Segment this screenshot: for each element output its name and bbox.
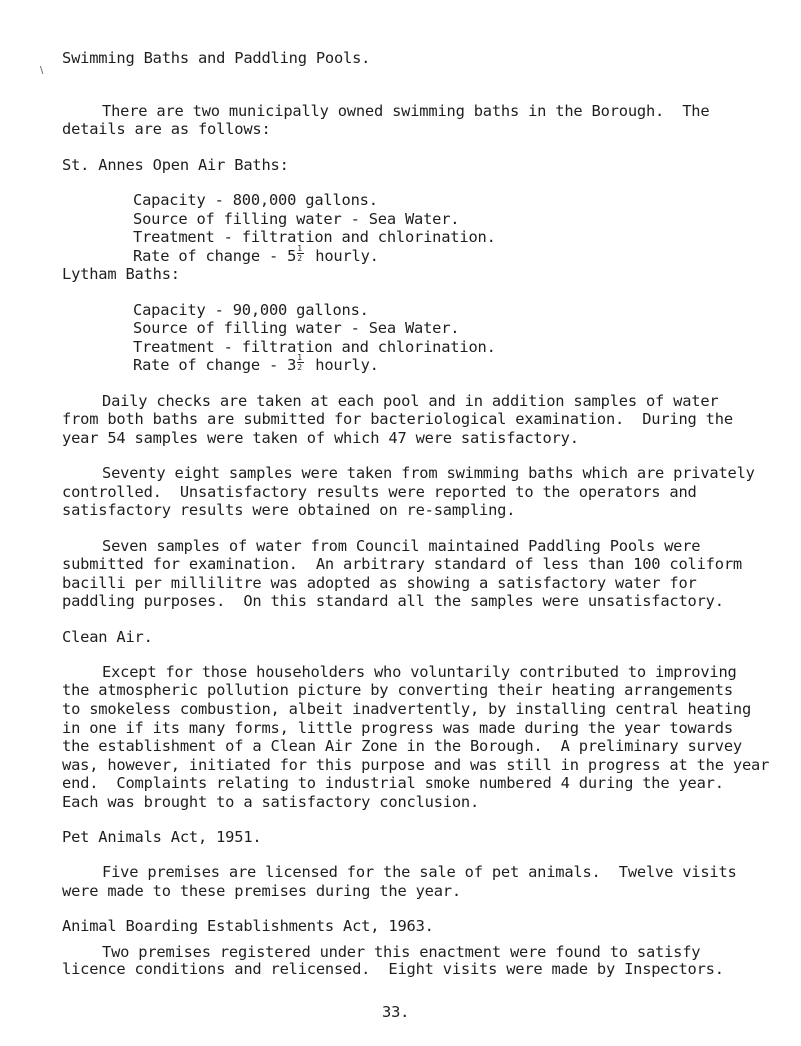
animal-boarding-line-1: Two premises registered under this enactment were found to satisfy [102, 943, 701, 962]
clean-air-line-6: was, however, initiated for this purpose and was still in progress at the year [62, 755, 770, 774]
st-annes-capacity: Capacity - 800,000 gallons. [133, 191, 378, 210]
section-heading-clean-air: Clean Air. [62, 627, 153, 646]
lytham-rate: Rate of change - 3 $\frac{1}{2}$ hourly. [133, 353, 379, 375]
clean-air-line-8: Each was brought to a satisfactory conclusion. [62, 792, 480, 811]
lytham-heading: Lytham Baths: [62, 265, 180, 284]
paddling-pools-line-2: submitted for examination. An arbitrary standard of less than 100 coliform [62, 555, 742, 574]
fraction-half: $\frac{1}{2}$ [297, 248, 306, 262]
clean-air-line-4: in one if its many forms, little progress was made during the year towards [62, 718, 733, 737]
animal-boarding-line-2: licence conditions and relicensed. Eight visits were made by Inspectors. [62, 960, 724, 978]
private-baths-line-1: Seventy eight samples were taken from swimming baths which are privately [102, 464, 755, 483]
swimming-intro-line-1: There are two municipally owned swimming baths in the Borough. The [102, 101, 710, 120]
pet-animals-line-2: were made to these premises during the year. [62, 882, 461, 900]
section-heading-swimming: Swimming Baths and Paddling Pools. [62, 49, 371, 67]
lytham-capacity: Capacity - 90,000 gallons. [133, 300, 369, 319]
lytham-source: Source of filling water - Sea Water. [133, 319, 460, 338]
paddling-pools-line-4: paddling purposes. On this standard all the samples were unsatisfactory. [62, 592, 724, 611]
st-annes-heading: St. Annes Open Air Baths: [62, 155, 289, 174]
clean-air-line-5: the establishment of a Clean Air Zone in the Borough. A preliminary survey [62, 737, 742, 756]
st-annes-source: Source of filling water - Sea Water. [133, 209, 460, 228]
clean-air-line-3: to smokeless combustion, albeit inadvertently, by installing central heating [62, 700, 752, 718]
paddling-pools-line-1: Seven samples of water from Council maintained Paddling Pools were [102, 536, 701, 555]
pet-animals-line-1: Five premises are licensed for the sale of pet animals. Twelve visits [102, 863, 737, 882]
daily-checks-line-1: Daily checks are taken at each pool and in addition samples of water [102, 391, 719, 410]
section-heading-animal-boarding: Animal Boarding Establishments Act, 1963. [62, 917, 434, 936]
section-heading-pet-animals: Pet Animals Act, 1951. [62, 828, 262, 847]
daily-checks-line-2: from both baths are submitted for bacteriological examination. During the [62, 410, 733, 429]
lytham-treatment: Treatment - filtration and chlorination. [133, 337, 496, 356]
st-annes-treatment: Treatment - filtration and chlorination. [133, 228, 496, 247]
st-annes-rate: Rate of change - 5 $\frac{1}{2}$ hourly. [133, 243, 379, 265]
fraction-half: $\frac{1}{2}$ [297, 357, 306, 371]
margin-mark: ∖ [38, 66, 45, 77]
private-baths-line-3: satisfactory results were obtained on re-sampling. [62, 501, 516, 520]
paddling-pools-line-3: bacilli per millilitre was adopted as showing a satisfactory water for [62, 573, 697, 592]
clean-air-line-7: end. Complaints relating to industrial smoke numbered 4 during the year. [62, 774, 724, 793]
private-baths-line-2: controlled. Unsatisfactory results were reported to the operators and [62, 482, 697, 501]
clean-air-line-1: Except for those householders who voluntarily contributed to improving [102, 662, 737, 681]
page-number: 33. [382, 1003, 410, 1021]
clean-air-line-2: the atmospheric pollution picture by converting their heating arrangements [62, 681, 733, 700]
swimming-intro-line-2: details are as follows: [62, 119, 271, 138]
daily-checks-line-3: year 54 samples were taken of which 47 were satisfactory. [62, 428, 579, 447]
